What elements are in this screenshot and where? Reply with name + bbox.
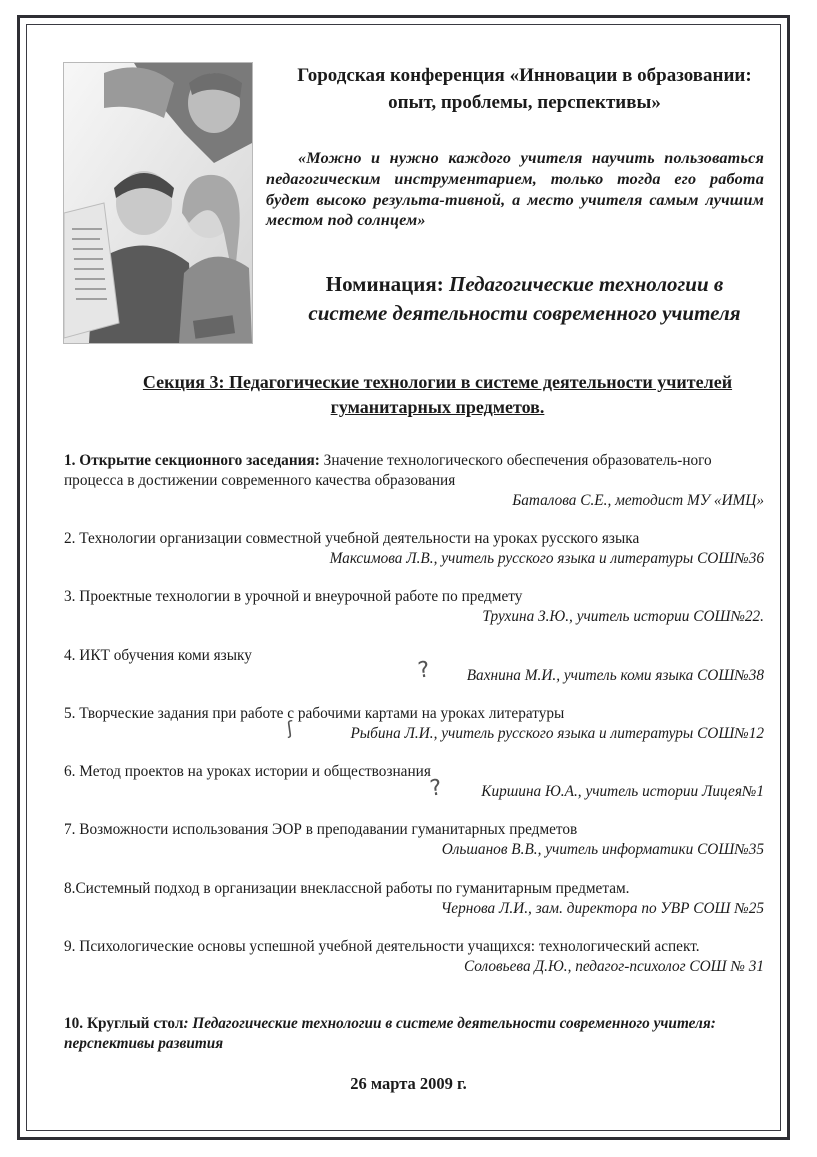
agenda-item-topic: 3. Проектные технологии в урочной и внеурочной работе по предмету bbox=[64, 588, 523, 605]
agenda-item-3 bbox=[64, 587, 764, 627]
handwritten-question-mark: ? bbox=[428, 775, 444, 802]
agenda-item-speaker: Соловьева Д.Ю., педагог-психолог СОШ № 31 bbox=[463, 958, 764, 975]
agenda-item-lead: 1. Открытие секционного заседания: bbox=[64, 452, 320, 469]
agenda-item-speaker: Вахнина М.И., учитель коми языка СОШ№38 bbox=[466, 667, 764, 684]
section-title bbox=[65, 370, 810, 420]
agenda-list bbox=[64, 451, 764, 1054]
agenda-item-8 bbox=[64, 879, 764, 919]
nomination-label: Номинация: bbox=[325, 272, 444, 296]
agenda-item-speaker: Рыбина Л.И., учитель русского языка и литературы СОШ№12 bbox=[350, 725, 764, 742]
agenda-item-topic: 5. Творческие задания при работе с рабочими картами на уроках литературы bbox=[64, 705, 565, 722]
agenda-item-topic: 4. ИКТ обучения коми языку bbox=[64, 647, 252, 664]
conference-title-line1: Городская конференция «Инновации в образовании: bbox=[297, 65, 752, 86]
section-title-line1: Секция 3: Педагогические технологии в системе деятельности учителей bbox=[142, 372, 733, 392]
agenda-item-2 bbox=[64, 529, 764, 569]
handwritten-mark: ʃ bbox=[285, 717, 295, 740]
epigraph-quote: «Можно и нужно каждого учителя научить пользоваться педагогическим инструментарием, только тогда его работа будет высоко результа-тивной, а место учителя самым лучшим местом под солнцем» bbox=[266, 149, 764, 230]
agenda-item-5 bbox=[64, 704, 764, 744]
round-table-lead: 10. Круглый стол bbox=[64, 1015, 184, 1032]
agenda-item-topic: 1. Открытие секционного заседания: Значение технологического обеспечения образователь-ного процесса в достижении современного качества образования bbox=[64, 452, 712, 489]
agenda-item-1 bbox=[64, 451, 764, 510]
agenda-item-topic: 7. Возможности использования ЭОР в преподавании гуманитарных предметов bbox=[64, 821, 578, 838]
agenda-item-speaker: Киршина Ю.А., учитель истории Лицея№1 bbox=[481, 783, 764, 800]
agenda-item-speaker: Ольшанов В.В., учитель информатики СОШ№35 bbox=[441, 841, 764, 858]
round-table-text: : Педагогические технологии в системе деятельности современного учителя: перспективы развития bbox=[64, 1015, 716, 1052]
handwritten-question-mark: ? bbox=[416, 657, 432, 684]
agenda-item-speaker: Трухина З.Ю., учитель истории СОШ№22. bbox=[482, 608, 764, 625]
agenda-item-topic: 6. Метод проектов на уроках истории и обществознания bbox=[64, 763, 431, 780]
agenda-item-speaker: Баталова С.Е., методист МУ «ИМЦ» bbox=[512, 492, 764, 509]
conference-date: 26 марта 2009 г. bbox=[350, 1074, 467, 1093]
nomination-text-line2: системе деятельности современного учителя bbox=[308, 301, 741, 325]
agenda-item-topic: 2. Технологии организации совместной учебной деятельности на уроках русского языка bbox=[64, 530, 640, 547]
agenda-item-6 bbox=[64, 762, 764, 802]
conference-title-line2: опыт, проблемы, перспективы» bbox=[388, 92, 661, 113]
agenda-item-speaker: Чернова Л.И., зам. директора по УВР СОШ №25 bbox=[440, 900, 764, 917]
agenda-item-4 bbox=[64, 646, 764, 686]
agenda-item-7 bbox=[64, 820, 764, 860]
agenda-item-topic: 9. Психологические основы успешной учебной деятельности учащихся: технологический аспект. bbox=[64, 938, 700, 955]
nomination-heading bbox=[262, 270, 787, 328]
conference-title bbox=[262, 62, 787, 116]
agenda-item-speaker: Максимова Л.В., учитель русского языка и литературы СОШ№36 bbox=[329, 550, 764, 567]
agenda-item-round-table bbox=[64, 1014, 764, 1054]
nomination-text-line1: Педагогические технологии в bbox=[448, 272, 724, 296]
teacher-children-photo bbox=[63, 62, 253, 344]
agenda-item-topic: 8.Системный подход в организации внеклассной работы по гуманитарным предметам. bbox=[64, 880, 630, 897]
section-title-line2: гуманитарных предметов. bbox=[330, 397, 545, 417]
agenda-item-9 bbox=[64, 937, 764, 997]
